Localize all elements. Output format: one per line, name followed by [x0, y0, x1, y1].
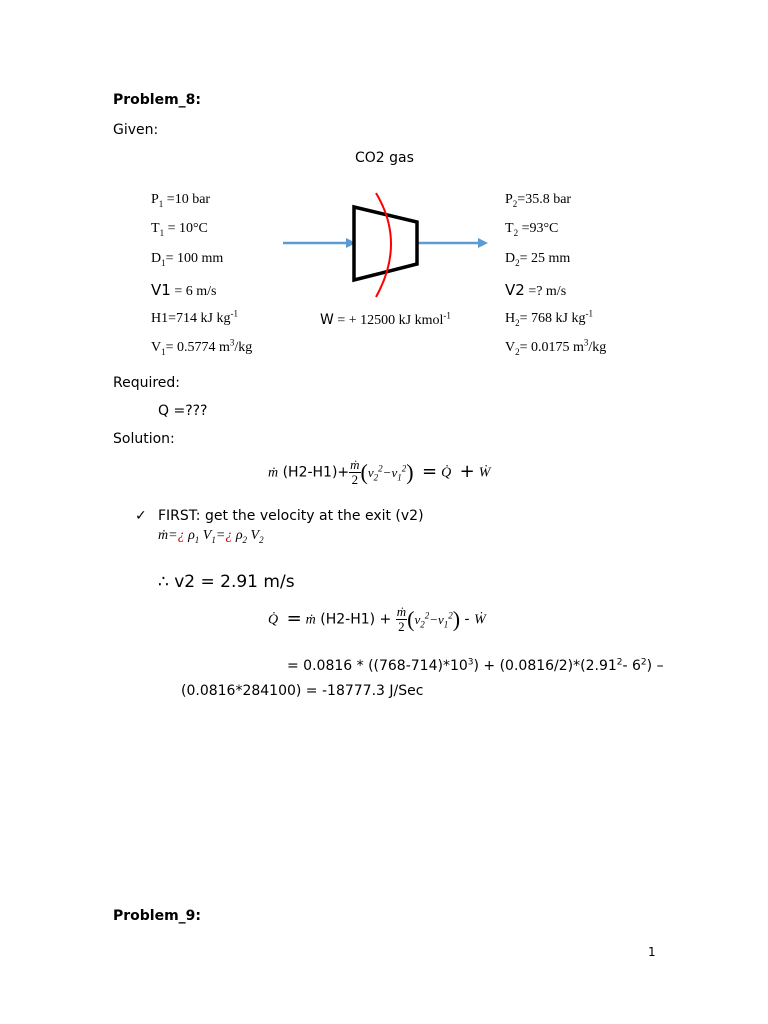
outlet-temperature: $T_2 =93^\circ C$ — [505, 221, 559, 238]
control-surface-curve — [376, 193, 391, 297]
required-label: Required: — [113, 375, 181, 391]
problem-8-title: Problem_8: — [113, 92, 202, 108]
problem-9-title: Problem_9: — [113, 908, 202, 924]
inlet-pressure: $P_1 =10$ bar — [151, 192, 211, 209]
outlet-specific-volume: $V_2= 0.0175$ $m^3/kg$ — [505, 337, 607, 357]
inlet-velocity: V1 = 6 m/s — [151, 281, 217, 299]
required-value: Q =??? — [158, 403, 208, 419]
v2-result: ∴ v2 = 2.91 m/s — [158, 572, 295, 592]
work-label: W = + 12500 kJ kmol$^{-1}$ — [320, 310, 451, 328]
page-number: 1 — [648, 945, 656, 959]
calculation-line-1: = $0.0816 * ((768-714)*10^3) + (0.0816/2)*(2.91^2-$ $6^2$) – — [287, 657, 664, 674]
outlet-diameter: $D_2= 25$ mm — [505, 251, 571, 268]
outlet-velocity: V2 =? m/s — [505, 281, 567, 299]
heat-equation: Q̇ = ṁ (H2-H1) + $\frac{\text{ṁ}}{2}$ $(v_2^2-v_1^2)$ - Ẇ — [268, 604, 486, 634]
inlet-enthalpy: H1=714 kJ $kg^{-1}$ — [151, 308, 238, 326]
calculation-line-2: (0.0816*284100) = -18777.3 J/Sec — [181, 683, 424, 699]
inlet-specific-volume: $V_1= 0.5774$ $m^3/kg$ — [151, 337, 253, 357]
mass-flow-equation: ṁ=¿ $\rho_1$ $V_1=¿$ $\rho_2$ $V_2$ — [158, 528, 264, 545]
given-label: Given: — [113, 122, 159, 138]
nozzle-diagram — [270, 185, 500, 305]
solution-label: Solution: — [113, 431, 175, 447]
nozzle-shape — [354, 207, 417, 280]
inlet-diameter: $D_1= 100$ mm — [151, 251, 224, 268]
outlet-arrowhead — [478, 238, 488, 248]
inlet-temperature: $T_1 = 10^\circ C$ — [151, 221, 208, 238]
outlet-pressure: $P_2=35.8$ bar — [505, 192, 572, 209]
outlet-enthalpy: $H_2= 768$ kJ $kg^{-1}$ — [505, 308, 593, 328]
energy-equation: ṁ (H2-H1)+ $\frac{\text{ṁ}}{2}$ $(v_2^2-v_1^2)$ = Q̇ + Ẇ — [268, 457, 491, 487]
gas-label: CO2 gas — [355, 150, 414, 166]
step1-check-icon: ✓ — [135, 508, 147, 524]
step1-text: FIRST: get the velocity at the exit (v2) — [158, 508, 424, 524]
